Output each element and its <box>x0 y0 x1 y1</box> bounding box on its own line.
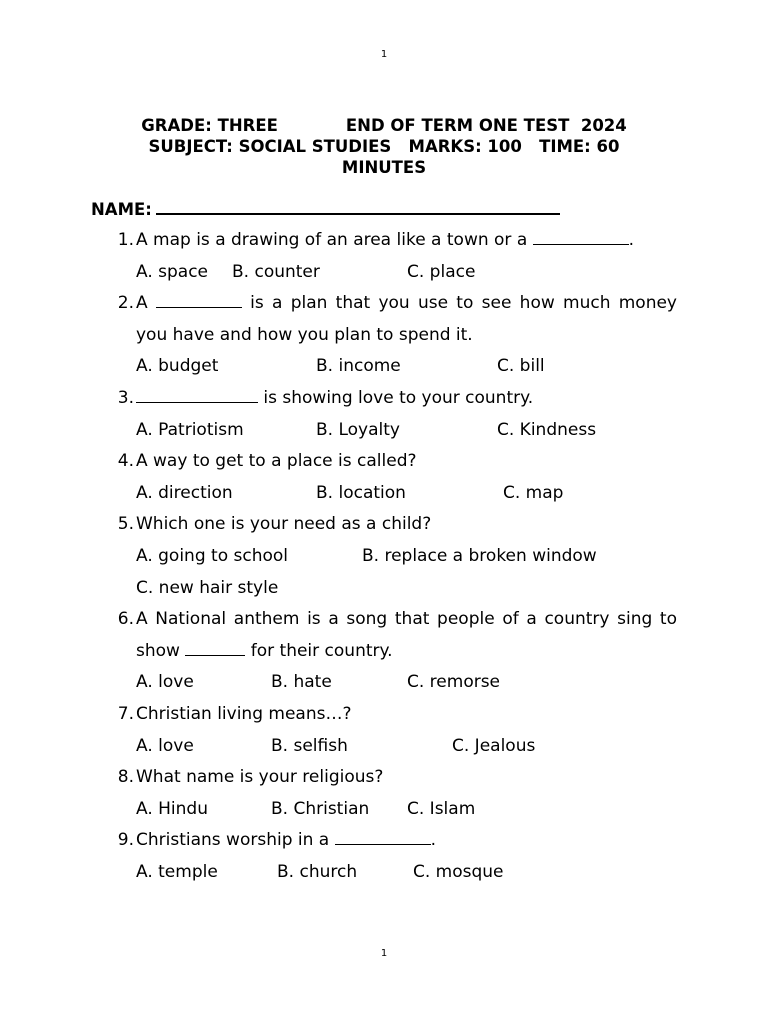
question-number: 8. <box>117 767 134 788</box>
question-text: A way to get to a place is called? <box>136 451 417 472</box>
options-4 <box>110 478 690 510</box>
option-b[interactable]: B. location <box>316 482 406 503</box>
option-a[interactable]: A. direction <box>136 482 233 503</box>
option-b[interactable]: B. hate <box>271 672 332 693</box>
question-9 <box>110 825 690 857</box>
header-line-2: SUBJECT: SOCIAL STUDIES MARKS: 100 TIME: 60 <box>148 137 620 156</box>
answer-blank[interactable] <box>335 829 431 845</box>
question-6 <box>110 604 690 636</box>
options-1 <box>110 257 690 289</box>
question-text: A National anthem is a song that people of a country sing to <box>136 609 677 630</box>
question-2 <box>110 288 690 320</box>
question-text: What name is your religious? <box>136 767 384 788</box>
page-number-top: 1 <box>380 49 388 60</box>
question-number: 3. <box>117 387 134 408</box>
option-c[interactable]: C. Jealous <box>452 735 536 756</box>
question-6-line-2 <box>110 636 690 668</box>
option-b[interactable]: B. Loyalty <box>316 419 400 440</box>
options-5-line-2 <box>110 573 690 605</box>
name-line <box>91 199 560 219</box>
name-label: NAME: <box>91 200 152 219</box>
option-b[interactable]: B. income <box>316 356 401 377</box>
option-c[interactable]: C. map <box>503 482 564 503</box>
question-2-line-2 <box>110 320 690 352</box>
option-c[interactable]: C. new hair style <box>136 577 279 598</box>
name-blank[interactable] <box>156 199 560 215</box>
question-text: Christian living means…? <box>136 703 352 724</box>
options-7 <box>110 731 690 763</box>
option-c[interactable]: C. Islam <box>407 798 476 819</box>
option-c[interactable]: C. remorse <box>407 672 501 693</box>
option-a[interactable]: A. love <box>136 735 194 756</box>
question-number: 4. <box>117 451 134 472</box>
question-number: 7. <box>117 703 134 724</box>
answer-blank[interactable] <box>136 387 258 403</box>
option-a[interactable]: A. going to school <box>136 545 288 566</box>
question-4 <box>110 446 690 478</box>
question-7 <box>110 699 690 731</box>
question-number: 1. <box>117 230 134 250</box>
header-line-3: MINUTES <box>341 158 427 177</box>
answer-blank[interactable] <box>533 229 629 245</box>
question-text: is showing love to your country. <box>136 383 533 415</box>
option-a[interactable]: A. budget <box>136 356 219 377</box>
test-header <box>110 115 658 178</box>
options-6 <box>110 667 690 699</box>
question-text-continued: you have and how you plan to spend it. <box>136 324 473 345</box>
option-b[interactable]: B. Christian <box>271 798 370 819</box>
question-number: 6. <box>117 609 134 630</box>
page-number-bottom: 1 <box>380 948 388 959</box>
question-text: Which one is your need as a child? <box>136 514 432 535</box>
options-8 <box>110 794 690 826</box>
option-b[interactable]: B. counter <box>232 261 320 282</box>
question-text: A map is a drawing of an area like a town or a . <box>136 230 635 250</box>
grade-label: GRADE: THREE <box>141 116 278 135</box>
option-c[interactable]: C. bill <box>497 356 545 377</box>
options-5 <box>110 541 690 573</box>
option-b[interactable]: B. replace a broken window <box>362 545 597 566</box>
question-8 <box>110 762 690 794</box>
question-list <box>110 225 690 888</box>
answer-blank[interactable] <box>156 292 242 308</box>
option-c[interactable]: C. Kindness <box>497 419 597 440</box>
option-c[interactable]: C. mosque <box>413 861 504 882</box>
option-a[interactable]: A. temple <box>136 861 218 882</box>
question-5 <box>110 509 690 541</box>
option-a[interactable]: A. Patriotism <box>136 419 244 440</box>
option-a[interactable]: A. space <box>136 261 209 282</box>
option-c[interactable]: C. place <box>407 261 476 282</box>
options-9 <box>110 857 690 889</box>
answer-blank[interactable] <box>185 640 245 656</box>
question-1 <box>110 225 690 257</box>
question-text-continued: show for their country. <box>136 640 393 661</box>
question-3 <box>110 383 690 415</box>
header-line-1 <box>110 115 658 136</box>
question-text: A is a plan that you use to see how much money <box>136 293 677 314</box>
question-number: 5. <box>117 514 134 535</box>
question-number: 9. <box>117 830 134 851</box>
option-b[interactable]: B. church <box>277 861 358 882</box>
option-a[interactable]: A. Hindu <box>136 798 208 819</box>
test-title: END OF TERM ONE TEST 2024 <box>345 116 627 135</box>
question-number: 2. <box>117 293 134 314</box>
option-a[interactable]: A. love <box>136 672 194 693</box>
options-2 <box>110 351 690 383</box>
option-b[interactable]: B. selfish <box>271 735 348 756</box>
options-3 <box>110 415 690 447</box>
question-text: Christians worship in a . <box>136 830 437 851</box>
